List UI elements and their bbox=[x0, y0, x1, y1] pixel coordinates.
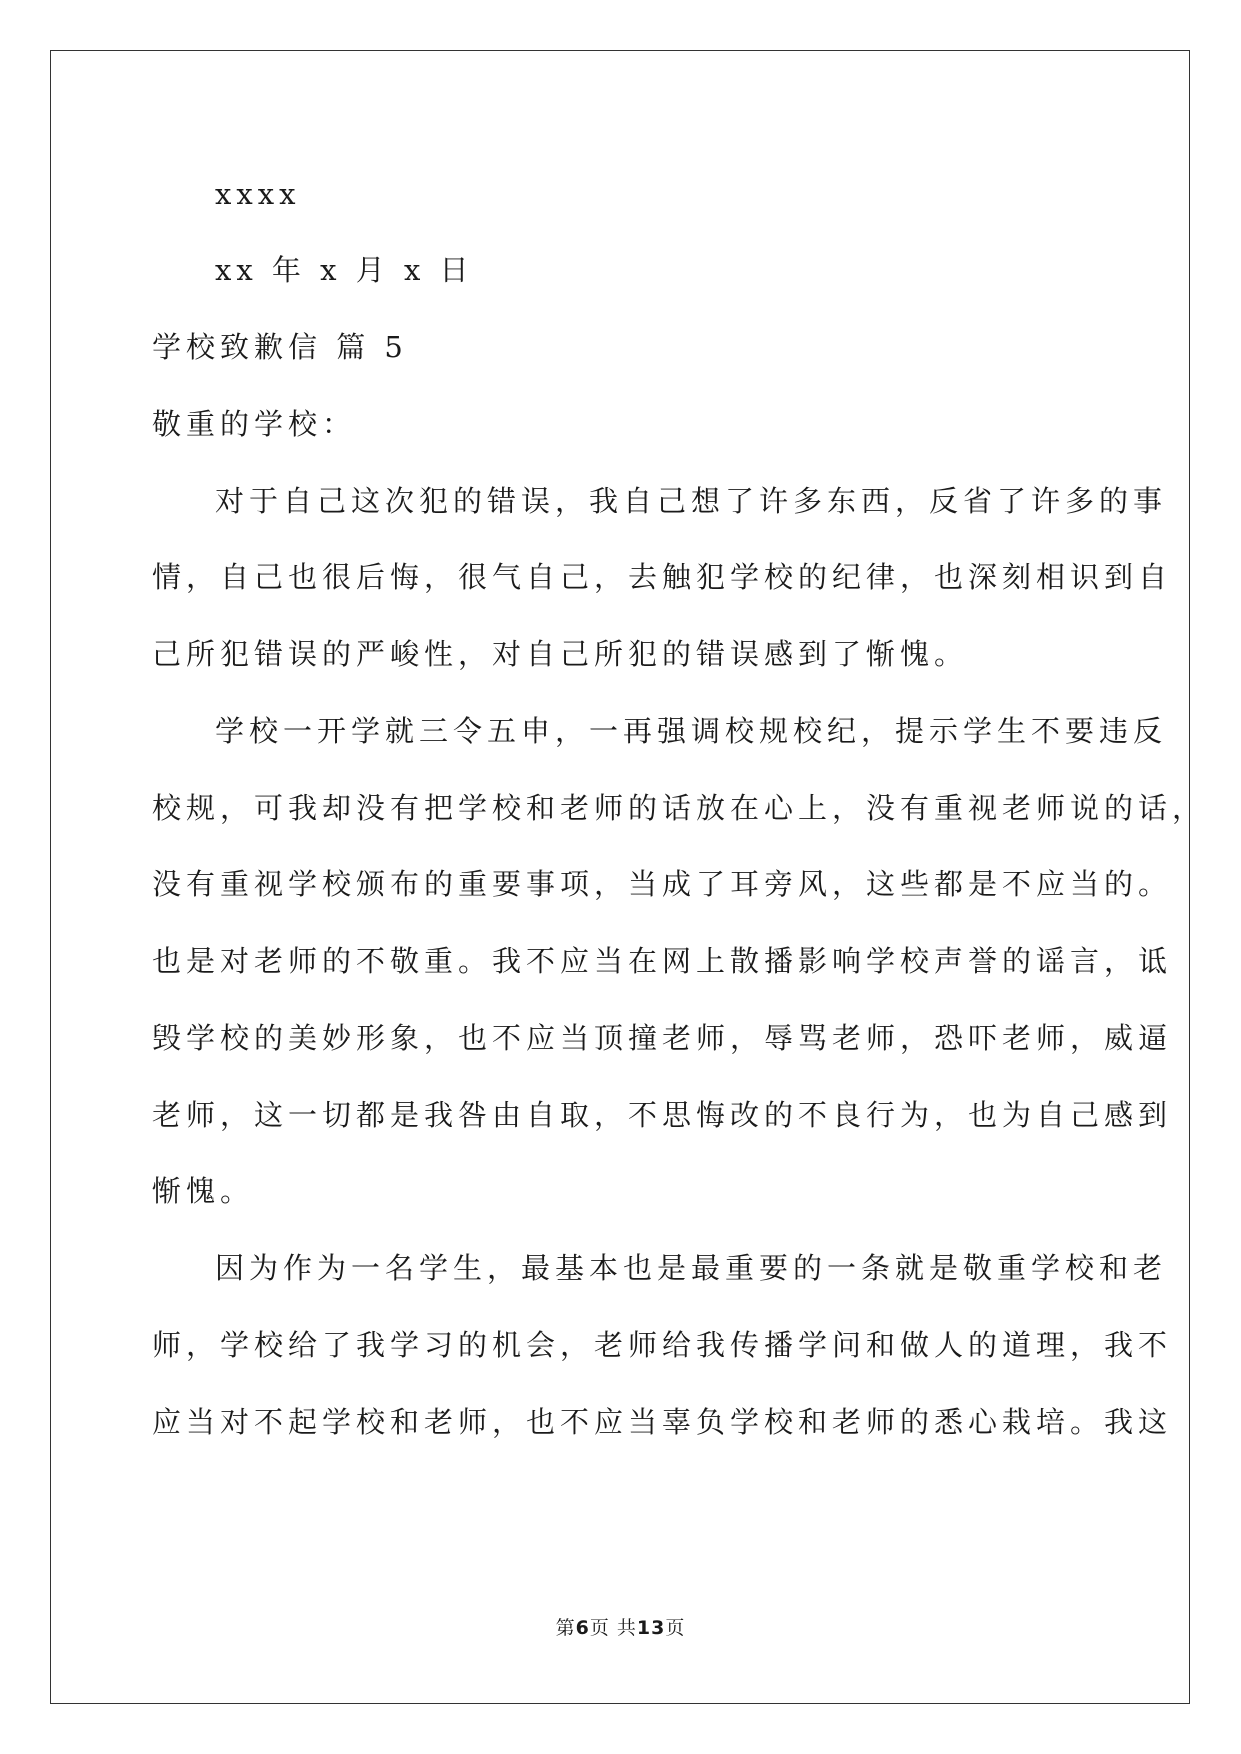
date: xx 年 x 月 x 日 bbox=[215, 253, 474, 287]
footer-mid: 页 共 bbox=[589, 1617, 637, 1639]
body-line: 校规，可我却没有把学校和老师的话放在心上，没有重视老师说的话， bbox=[152, 791, 1207, 825]
body-line: 没有重视学校颁布的重要事项，当成了耳旁风，这些都是不应当的。 bbox=[152, 867, 1173, 901]
page-number: 6 bbox=[575, 1617, 590, 1639]
signature: xxxx bbox=[215, 177, 301, 211]
total-pages: 13 bbox=[636, 1617, 666, 1639]
body-line: 师，学校给了我学习的机会，老师给我传播学问和做人的道理，我不 bbox=[152, 1328, 1173, 1362]
salutation: 敬重的学校： bbox=[152, 407, 357, 441]
body-line: 对于自己这次犯的错误，我自己想了许多东西，反省了许多的事 bbox=[215, 484, 1168, 518]
page-footer bbox=[0, 1613, 1241, 1640]
body-line: 毁学校的美妙形象，也不应当顶撞老师，辱骂老师，恐吓老师，威逼 bbox=[152, 1021, 1173, 1055]
body-line: 应当对不起学校和老师，也不应当辜负学校和老师的悉心栽培。我这 bbox=[152, 1405, 1173, 1439]
body-line: 因为作为一名学生，最基本也是最重要的一条就是敬重学校和老 bbox=[215, 1251, 1168, 1285]
body-line: 情，自己也很后悔，很气自己，去触犯学校的纪律，也深刻相识到自 bbox=[152, 560, 1173, 594]
section-heading: 学校致歉信 篇 5 bbox=[152, 330, 408, 364]
footer-prefix: 第 bbox=[555, 1617, 576, 1639]
footer-suffix: 页 bbox=[665, 1617, 686, 1639]
body-line: 己所犯错误的严峻性，对自己所犯的错误感到了惭愧。 bbox=[152, 637, 969, 671]
body-line: 老师，这一切都是我咎由自取，不思悔改的不良行为，也为自己感到 bbox=[152, 1098, 1173, 1132]
body-line: 惭愧。 bbox=[152, 1174, 255, 1208]
body-line: 也是对老师的不敬重。我不应当在网上散播影响学校声誉的谣言，诋 bbox=[152, 944, 1173, 978]
body-line: 学校一开学就三令五申，一再强调校规校纪，提示学生不要违反 bbox=[215, 714, 1168, 748]
